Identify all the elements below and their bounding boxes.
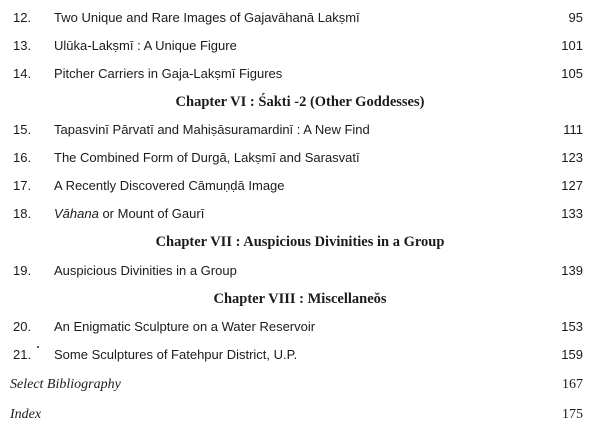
- entry-page-number: 159: [561, 347, 583, 362]
- toc-entry-13: [0, 36, 600, 56]
- entry-page-number: 105: [561, 66, 583, 81]
- entry-number: 12.: [13, 10, 32, 25]
- entry-title: An Enigmatic Sculpture on a Water Reservoir: [54, 319, 316, 334]
- toc-entry-14: [0, 64, 600, 84]
- entry-page-number: 95: [568, 10, 583, 25]
- entry-number: 17.: [13, 178, 32, 193]
- entry-title: Two Unique and Rare Images of Gajavāhanā Lakṣmī: [54, 10, 360, 25]
- entry-page-number: 133: [561, 206, 583, 221]
- entry-title: Tapasvinī Pārvatī and Mahiṣāsuramardinī : A New Find: [54, 122, 370, 137]
- entry-number: 14.: [13, 66, 32, 81]
- chapter-heading-viii: [0, 289, 600, 309]
- entry-title: [54, 204, 204, 224]
- entry-page-number: 123: [561, 150, 583, 165]
- entry-title: Auspicious Divinities in a Group: [54, 263, 237, 278]
- toc-entry-19: [0, 261, 600, 281]
- entry-number: 13.: [13, 38, 32, 53]
- toc-entry-bibliography: [0, 375, 600, 395]
- entry-title: Some Sculptures of Fatehpur District, U.P.: [54, 347, 298, 362]
- entry-number: 20.: [13, 319, 32, 334]
- entry-number: 18.: [13, 206, 32, 221]
- toc-entry-18: [0, 204, 600, 224]
- entry-title-rest: or Mount of Gaurī: [98, 206, 205, 221]
- entry-title-italic: Vāhana: [54, 206, 99, 221]
- entry-title: The Combined Form of Durgā, Lakṣmī and Sarasvatī: [54, 150, 360, 165]
- toc-entry-15: [0, 120, 600, 140]
- entry-title: Pitcher Carriers in Gaja-Lakṣmī Figures: [54, 66, 283, 81]
- toc-entry-12: [0, 8, 600, 28]
- entry-page-number: 111: [563, 122, 583, 137]
- entry-page-number: 153: [561, 319, 583, 334]
- chapter-heading-text: Chapter VII : Auspicious Divinities in a Group: [155, 234, 445, 250]
- entry-page-number: 167: [562, 377, 583, 392]
- entry-page-number: 101: [561, 38, 583, 53]
- entry-number: 16.: [13, 150, 32, 165]
- chapter-heading-text: Chapter VIII : Miscellaneŏs: [213, 291, 387, 307]
- entry-number: 19.: [13, 263, 32, 278]
- entry-title: Select Bibliography: [10, 377, 121, 392]
- chapter-heading-vi: [0, 92, 600, 112]
- entry-title: A Recently Discovered Cāmuṇḍā Image: [54, 178, 285, 193]
- entry-number: 21.: [13, 347, 32, 362]
- entry-page-number: 139: [561, 263, 583, 278]
- toc-entry-20: [0, 317, 600, 337]
- toc-entry-16: [0, 148, 600, 168]
- entry-page-number: 175: [562, 407, 583, 422]
- entry-page-number: 127: [561, 178, 583, 193]
- toc-entry-index: [0, 405, 600, 425]
- chapter-heading-vii: [0, 232, 600, 252]
- entry-title: Ulūka-Lakṣmī : A Unique Figure: [54, 38, 237, 53]
- toc-entry-17: [0, 176, 600, 196]
- toc-entry-21: [0, 345, 600, 365]
- entry-title: Index: [10, 407, 42, 422]
- entry-number: 15.: [13, 122, 32, 137]
- chapter-heading-text: Chapter VI : Śakti -2 (Other Goddesses): [175, 94, 425, 110]
